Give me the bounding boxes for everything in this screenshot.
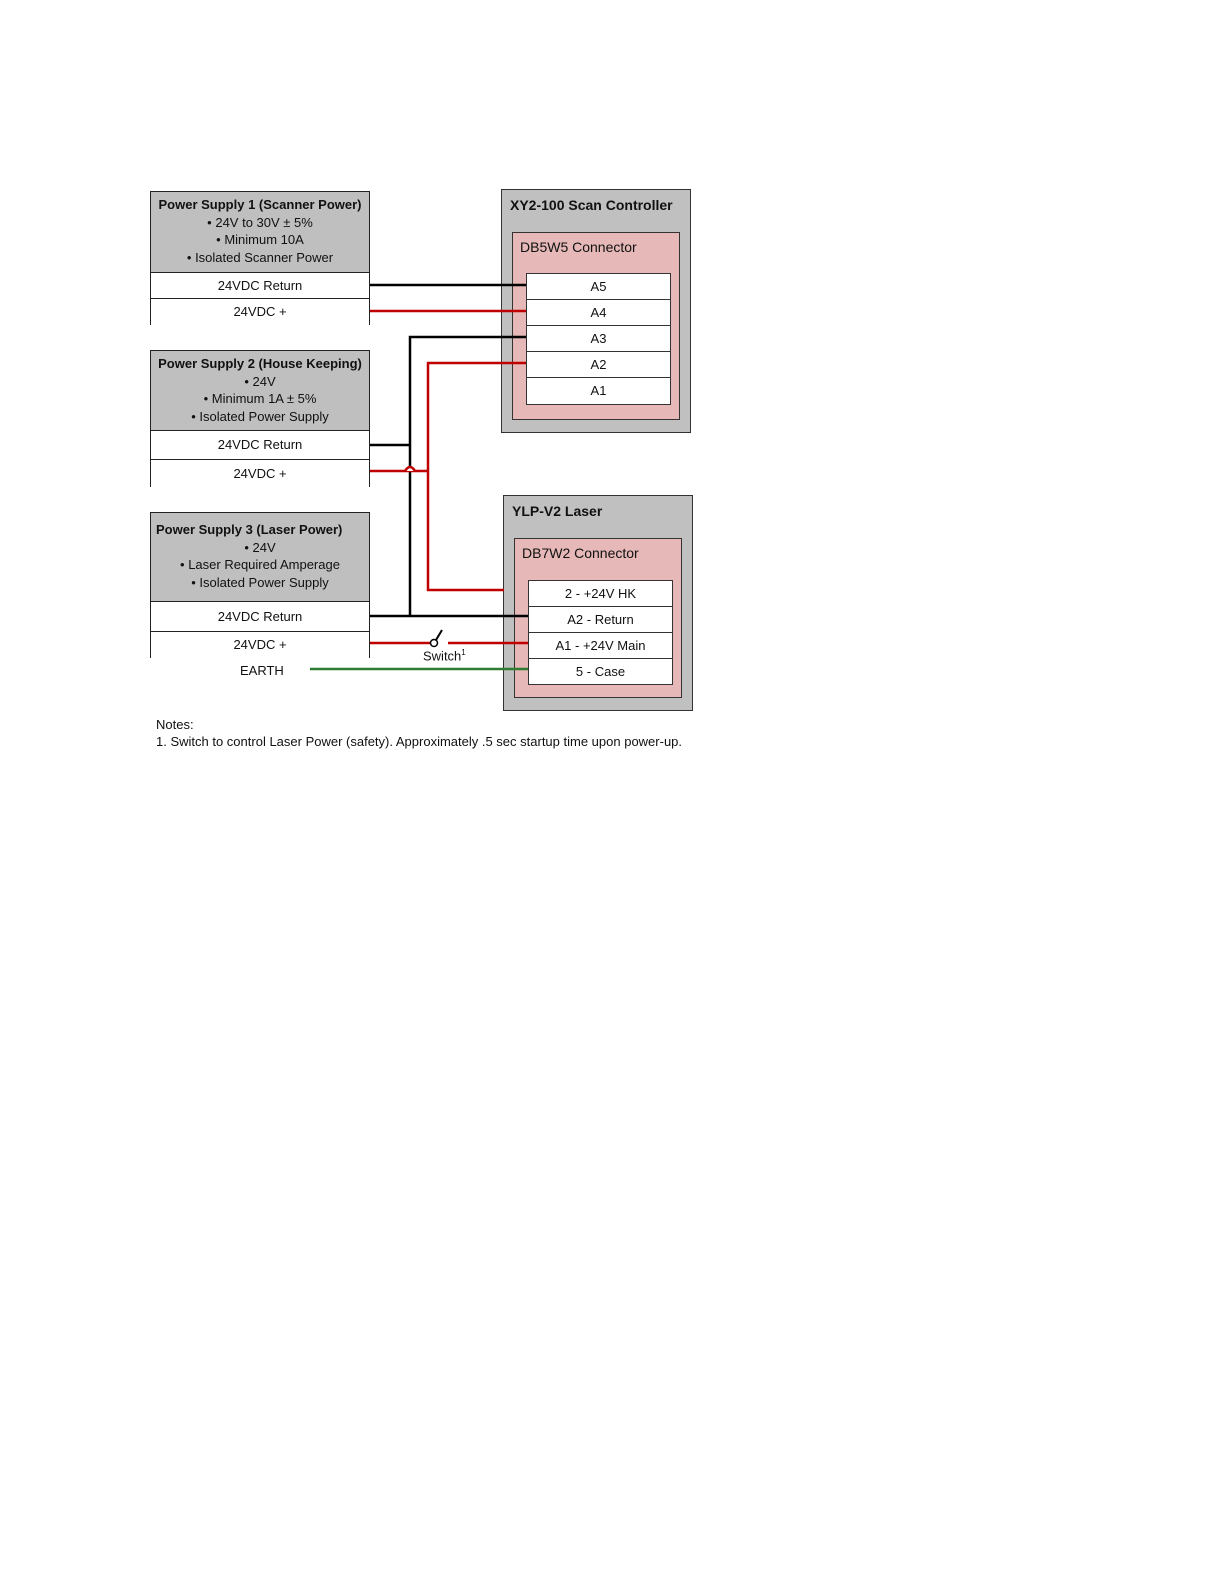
power-supply-2-spec-1: • 24V <box>244 373 276 389</box>
pin-a2: A2 <box>526 351 671 378</box>
power-supply-1-spec-3: • Isolated Scanner Power <box>186 249 334 265</box>
pin-a5: A5 <box>526 273 671 300</box>
note-item-1: 1. Switch to control Laser Power (safety). Approximately .5 sec startup time upon power-up. <box>156 734 683 749</box>
power-supply-2-spec-3: • Isolated Power Supply <box>191 408 329 424</box>
notes-heading: Notes: <box>156 717 194 732</box>
power-supply-2-title: Power Supply 2 (House Keeping) <box>158 356 362 371</box>
power-supply-3-plus-row: 24VDC + <box>151 631 369 658</box>
power-supply-2-plus-row: 24VDC + <box>151 459 369 487</box>
power-supply-3-spec-3: • Isolated Power Supply <box>191 574 329 590</box>
pin-a3: A3 <box>526 325 671 352</box>
scan-controller-title: XY2-100 Scan Controller <box>510 197 673 213</box>
power-supply-1-title: Power Supply 1 (Scanner Power) <box>158 197 362 212</box>
wire-crossing-jump <box>405 467 415 471</box>
power-supply-1-plus-row: 24VDC + <box>151 298 369 325</box>
power-supply-1-spec-1: • 24V to 30V ± 5% <box>207 214 313 230</box>
pin-2-hk: 2 - +24V HK <box>528 580 673 607</box>
switch-label-text: Switch <box>423 648 462 664</box>
laser-title: YLP-V2 Laser <box>512 503 603 519</box>
power-supply-3-spec-1: • 24V <box>244 539 276 555</box>
power-supply-3-spec-2: • Laser Required Amperage <box>180 557 340 572</box>
power-supply-1-return-row: 24VDC Return <box>151 272 369 298</box>
pin-a2-return: A2 - Return <box>528 606 673 633</box>
switch-footnote-mark: 1 <box>461 648 466 657</box>
power-supply-3-title: Power Supply 3 (Laser Power) <box>156 522 343 537</box>
wire-hk-bus <box>428 363 526 590</box>
switch-label <box>423 648 466 663</box>
power-supply-2-return-row: 24VDC Return <box>151 430 369 459</box>
power-supply-1-spec-2: • Minimum 10A <box>216 232 304 247</box>
switch-contact <box>431 640 438 647</box>
earth-label: EARTH <box>240 663 284 678</box>
pin-a1-main: A1 - +24V Main <box>528 632 673 659</box>
switch-lever <box>436 630 442 640</box>
db5w5-connector-title: DB5W5 Connector <box>520 239 637 255</box>
pin-a4: A4 <box>526 299 671 326</box>
power-supply-3-return-row: 24VDC Return <box>151 601 369 631</box>
power-supply-2-spec-2: • Minimum 1A ± 5% <box>203 391 317 406</box>
pin-a1: A1 <box>526 377 671 405</box>
db7w2-connector-title: DB7W2 Connector <box>522 545 639 561</box>
pin-5-case: 5 - Case <box>528 658 673 685</box>
